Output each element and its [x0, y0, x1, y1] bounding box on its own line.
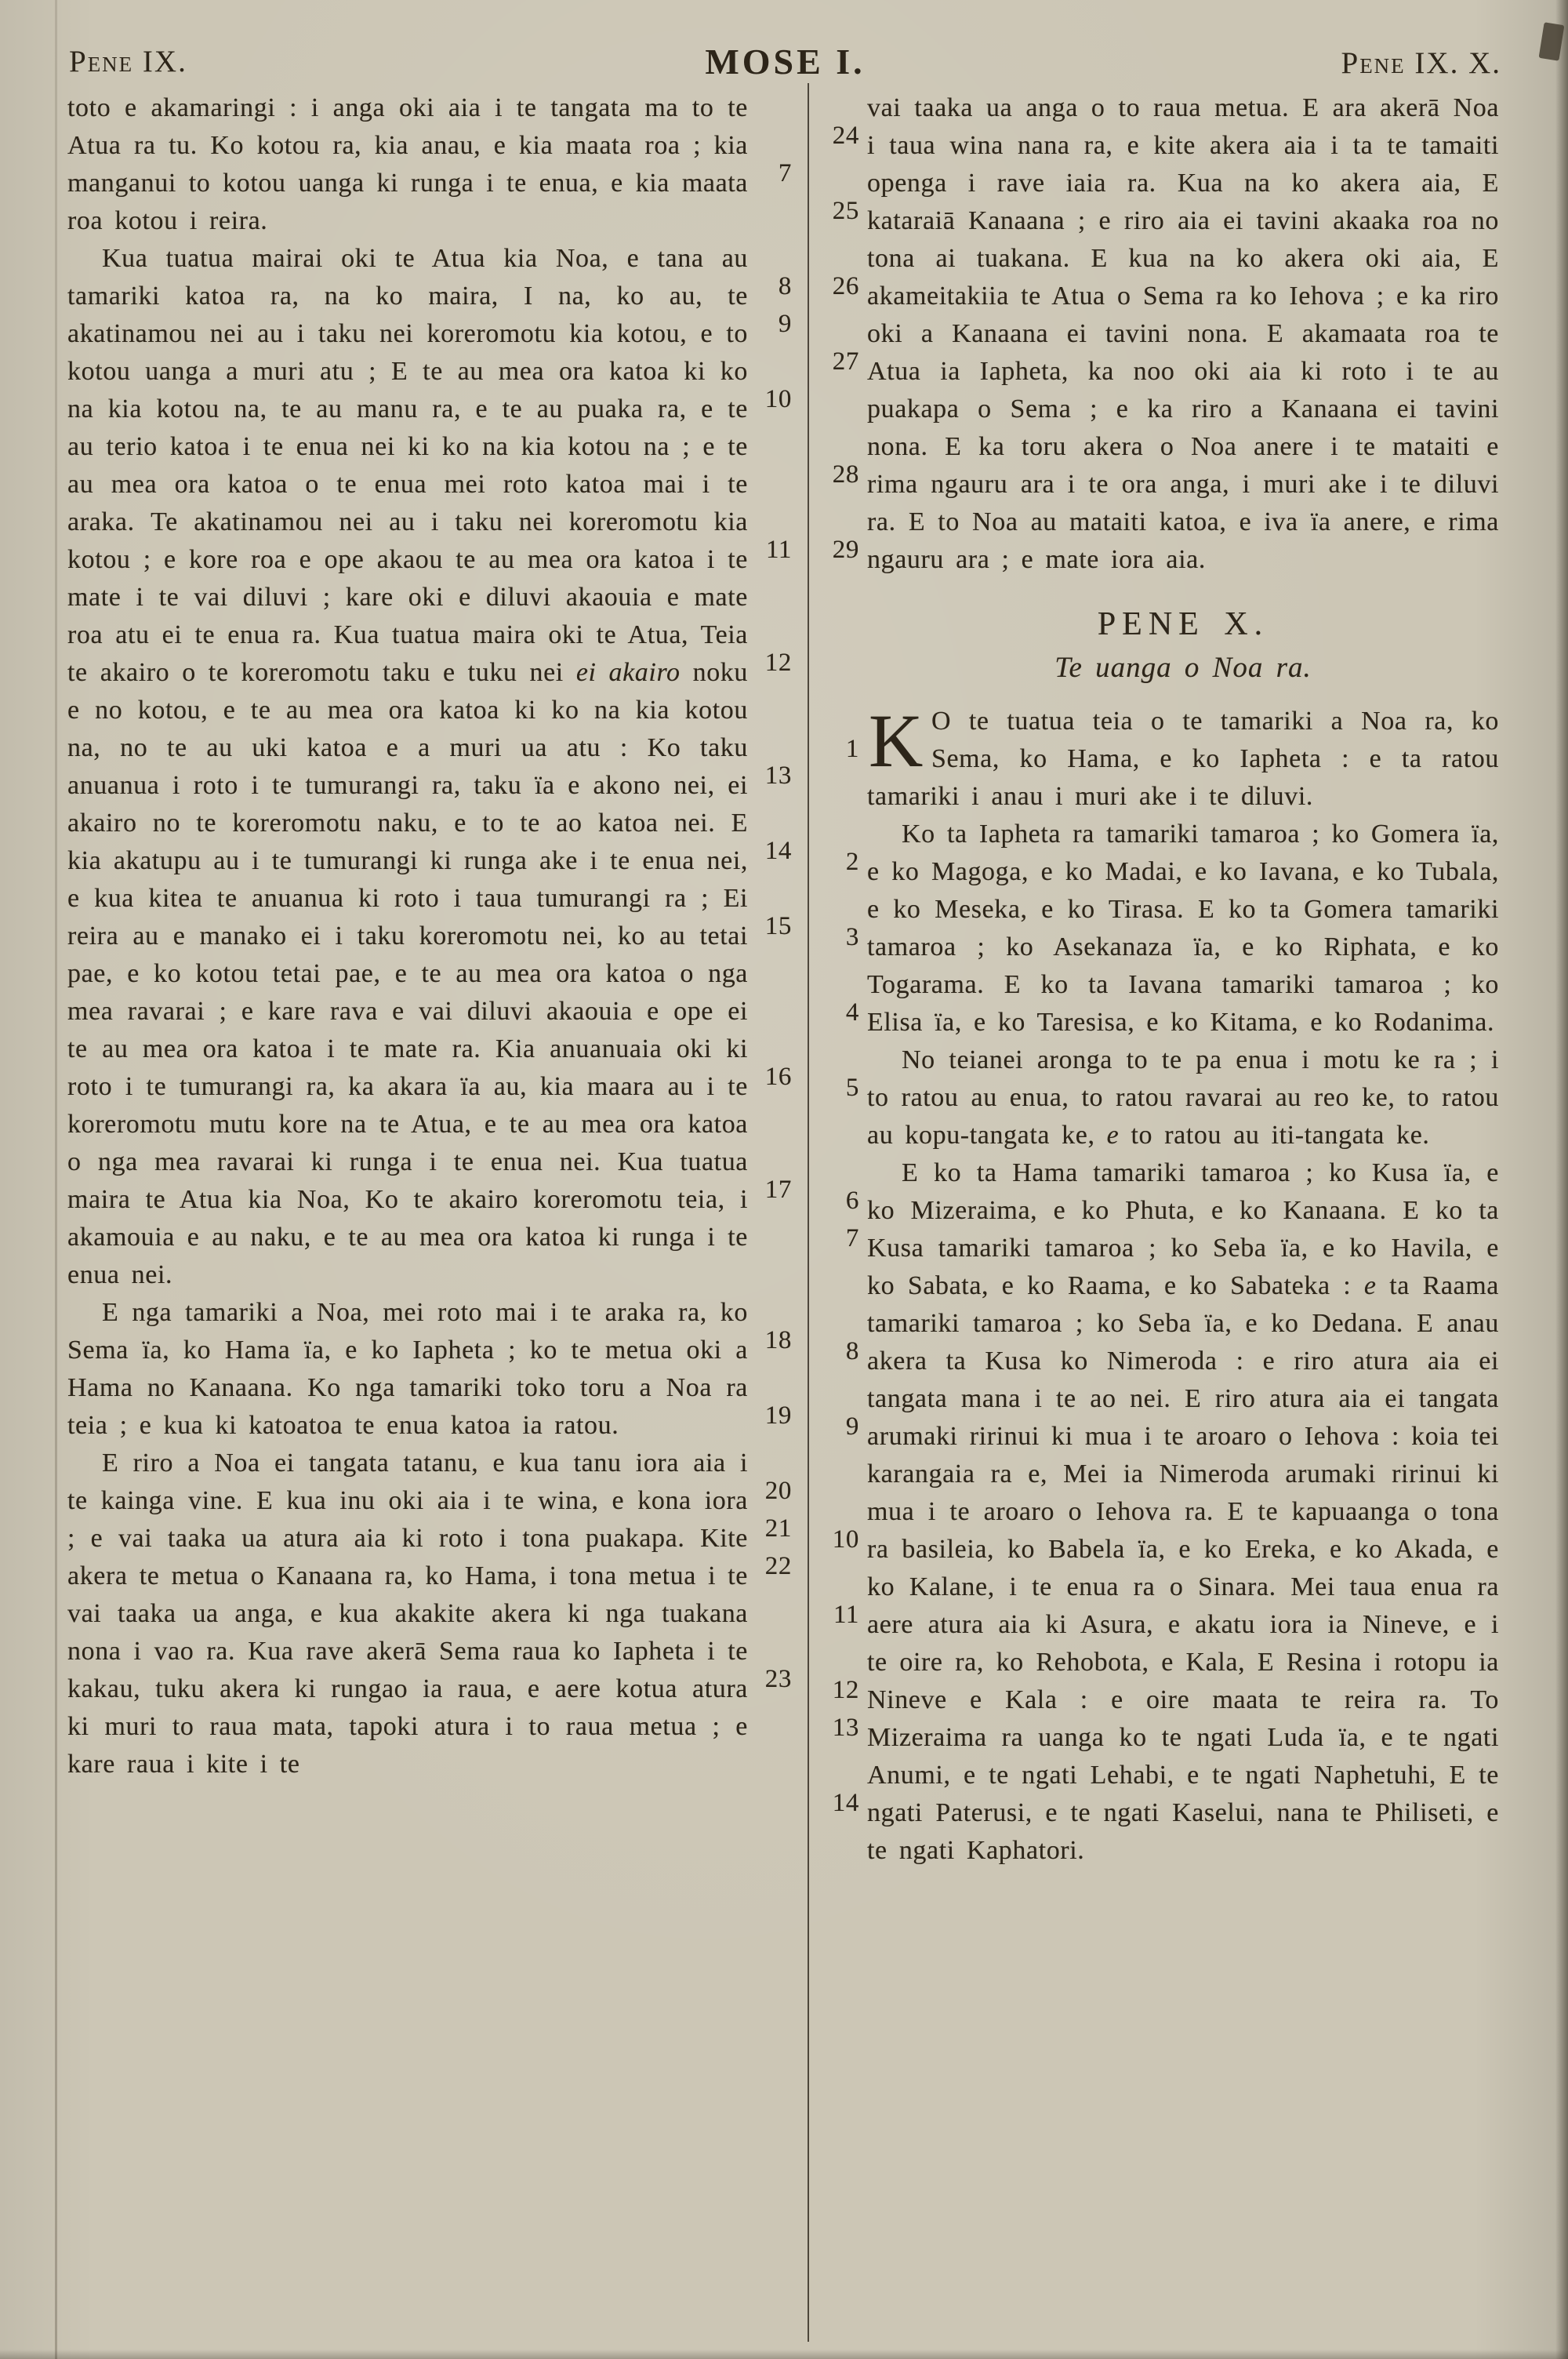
verse-number: 9 [845, 1412, 859, 1441]
verse-number: 14 [832, 1789, 859, 1817]
verse-number: 16 [764, 1063, 792, 1091]
verse-number: 29 [832, 536, 859, 564]
verse-number: 6 [845, 1187, 859, 1215]
verse-number: 13 [764, 761, 792, 790]
chapter-heading: PENE X. [1097, 606, 1269, 642]
running-head-left: Pene IX. [69, 45, 187, 78]
verse-number: 15 [764, 912, 792, 940]
drop-cap-letter: K [869, 699, 924, 783]
verse-number: 11 [766, 536, 792, 564]
verse-number: 21 [764, 1514, 792, 1543]
verse-paragraph: vai taaka ua anga o to raua metua. E ara akerā Noa i taua wina nana ra, e kite akera aia i ta te tamaiti openga i rave iaia ra. Kua na ko akera aia, E kataraiā Kanaana ; e riro aia ei tavini akaaka roa no tona ai tuakana. E kua na ko akera oki aia, E akameitakiia te Atua o Sema ra ko Iehova ; e ka riro oki a Kanaana ei tavini nona. E akamaata roa te Atua ia Iapheta, ka noo oki aia ki roto i te au puakapa o Sema ; e ka riro a Kanaana ei tavini nona. E ka toru akera o Noa anere i te mataiti e rima ngauru ara i te ora anga, i muri ake i te diluvi ra. E to Noa au mataiti katoa, e iva ïa anere, e rima ngauru ara ; e mate iora aia. [867, 93, 1499, 574]
chapter-subtitle: Te uanga o Noa ra. [1054, 652, 1312, 684]
verse-paragraph: K O te tuatua teia o te tamariki a Noa ra, ko Sema, ko Hama, e ko Iapheta : e ta ratou tamariki i anau i muri ake i te diluvi. [867, 699, 1499, 811]
verse-number: 5 [845, 1074, 859, 1102]
verse-number: 14 [764, 837, 792, 865]
verse-number: 17 [764, 1176, 792, 1204]
verse-number: 12 [764, 649, 792, 677]
running-head-title: MOSE I. [705, 42, 866, 82]
verse-number: 3 [845, 923, 859, 951]
verse-number: 10 [832, 1525, 859, 1554]
running-header [69, 41, 1501, 82]
verse-number: 13 [832, 1714, 859, 1742]
verse-number: 20 [764, 1477, 792, 1505]
verse-number: 7 [778, 159, 792, 187]
page-crease-left [55, 0, 57, 2359]
verse-number: 8 [845, 1337, 859, 1365]
verse-paragraph: E nga tamariki a Noa, mei roto mai i te araka ra, ko Sema ïa, ko Hama ïa, e ko Iapheta ; ko te metua oki a Hama no Kanaana. Ko nga tamariki toko toru a Noa ra teia ; e kua ki katoatoa te enua katoa ia ratou. [67, 1298, 748, 1440]
verse-number: 1 [845, 735, 859, 763]
verse-number: 25 [832, 197, 859, 225]
verse-paragraph: Kua tuatua mairai oki te Atua kia Noa, e tana au tamariki katoa ra, na ko maira, I na, ko au, te akatinamou nei au i taku nei koreromotu kia kotou, e to kotou uanga a muri atu ; E te au mea ora katoa ki ko na kia kotou na, te au manu ra, e te au puaka ra, e te au terio katoa i te enua nei ki ko na kia kotou na ; e te au mea ora katoa o te enua mei roto katoa mai i te araka. Te akatinamou nei au i taku nei koreromotu kia kotou ; e kore roa e ope akaou te au mea ora katoa i te mate i te vai diluvi ; kare oki e diluvi akaouia e mate roa atu ei te enua ra. Kua tuatua maira oki te Atua, Teia te akairo o te koreromotu taku e tuku nei ei akairo noku e no kotou, e te au mea ora katoa ki ko na kia kotou na, no te au uki katoa e a muri ua atu : Ko taku anuanua i roto i te tumurangi ra, taku ïa e akono nei, ei akairo no te koreromotu naku, e to te ao katoa nei. E kia akatupu au i te tumurangi ki runga ake i te enua nei, e kua kitea te anuanua ki roto i taua tumurangi ra ; Ei reira au e manako ei i taku koreromotu nei, ko au tetai pae, e ko kotou tetai pae, e te au mea ora katoa o nga mea ravarai ; e kare rava e vai diluvi akaouia e ope ei te au mea ora katoa i te mate ra. Kia anuanuaia oki ki roto i te tumurangi ra, ka akara ïa au, kia maara au i te koreromotu mutu kore na te Atua, e te au mea ora katoa o nga mea ravarai ki runga i te enua nei. Kua tuatua maira te Atua kia Noa, Ko te akairo koreromotu teia, i akamouia e au naku, e te au mea ora katoa ki runga i te enua nei. [67, 244, 749, 1289]
verse-number: 23 [764, 1665, 792, 1693]
verse-paragraph: toto e akamaringi : i anga oki aia i te tangata ma to te Atua ra tu. Ko kotou ra, kia anau, e kia maata roa ; kia manganui to kotou uanga ki runga i te enua, e kia maata roa kotou i reira. [67, 93, 748, 235]
verse-number: 26 [832, 272, 859, 300]
verse-number: 28 [832, 460, 859, 489]
verse-paragraph: E riro a Noa ei tangata tatanu, e kua tanu iora aia i te kainga vine. E kua inu oki aia i te wina, e kona iora ; e vai taaka ua atura aia ki roto i tona puakapa. Kite akera te metua o Kanaana ra, ko Hama, i tona metua i te vai taaka ua anga, e kua akakite akera ki nga tuakana nona i vao ra. Kua rave akerā Sema raua ko Iapheta i te kakau, tuku akera ki rungao ia raua, e aere kotua atura ki muri to raua mata, tapoki atura i to raua metua ; e kare raua i kite i te [67, 1448, 749, 1779]
verse-number: 22 [764, 1552, 792, 1580]
text-column-right [822, 89, 1499, 2356]
running-head-right: Pene IX. X. [1341, 46, 1501, 80]
page-edge-shadow-right [1555, 0, 1568, 2359]
verse-number: 11 [833, 1601, 859, 1629]
verse-paragraph: No teianei aronga to te pa enua i motu ke ra ; i to ratou au enua, to ratou ravarai au reo ke, to ratou au kopu-tangata ke, e to ratou au iti-tangata ke. [867, 1045, 1499, 1150]
verse-number: 9 [778, 310, 792, 338]
verse-number: 7 [845, 1224, 859, 1252]
verse-number: 24 [832, 122, 859, 150]
verse-paragraph: E ko ta Hama tamariki tamaroa ; ko Kusa ïa, e ko Mizeraima, e ko Phuta, e ko Kanaana. E ko ta Kusa tamariki tamaroa ; ko Seba ïa, e ko Havila, e ko Sabata, e ko Raama, e ko Sabateka : e ta Raama tamariki tamaroa ; ko Seba ïa, e ko Dedana. E anau akera ta Kusa ko Nimeroda : e riro atura aia ei tangata mana i te ao nei. E riro atura aia ei tangata arumaki ririnui ki mua i te aroaro o Iehova : koia tei karangaia ra e, Mei ia Nimeroda arumaki ririnui ki mua i te aroaro o Iehova ra. E te kapuaanga o tona ra basileia, ko Babela ïa, e ko Ereka, e ko Akada, e ko Kalane, i te enua ra o Sinara. Mei taua enua ra aere atura aia ki Asura, e akatu iora ia Nineve, e i te oire ra, ko Rehobota, e Kala, E Resina i rotopu ia Nineve e Kala : e oire maata te reira ra. To Mizeraima ra uanga ko te ngati Luda ïa, e te ngati Anumi, e te ngati Lehabi, e te ngati Naphetuhi, E te ngati Paterusi, e te ngati Kaselui, nana te Philiseti, e te ngati Kaphatori. [867, 1158, 1499, 1865]
text-column-left [67, 89, 793, 2356]
column-divider-rule [808, 83, 809, 2342]
verse-number: 19 [764, 1401, 792, 1430]
page-edge-shadow-bottom [0, 2350, 1568, 2359]
verse-number: 2 [845, 848, 859, 876]
verse-paragraph: Ko ta Iapheta ra tamariki tamaroa ; ko Gomera ïa, e ko Magoga, e ko Madai, e ko Iavana, e ko Tubala, e ko Meseka, e ko Tirasa. E ko ta Gomera tamariki tamaroa ; ko Asekanaza ïa, e ko Riphata, e ko Togarama. E ko ta Iavana tamariki tamaroa ; ko Elisa ïa, e ko Taresisa, e ko Kitama, e ko Rodanima. [867, 820, 1499, 1037]
verse-number: 12 [832, 1676, 859, 1704]
verse-number: 27 [832, 347, 859, 376]
verse-number: 8 [778, 272, 792, 300]
verse-number: 10 [764, 385, 792, 413]
verse-number: 4 [845, 998, 859, 1027]
verse-number: 18 [764, 1326, 792, 1354]
